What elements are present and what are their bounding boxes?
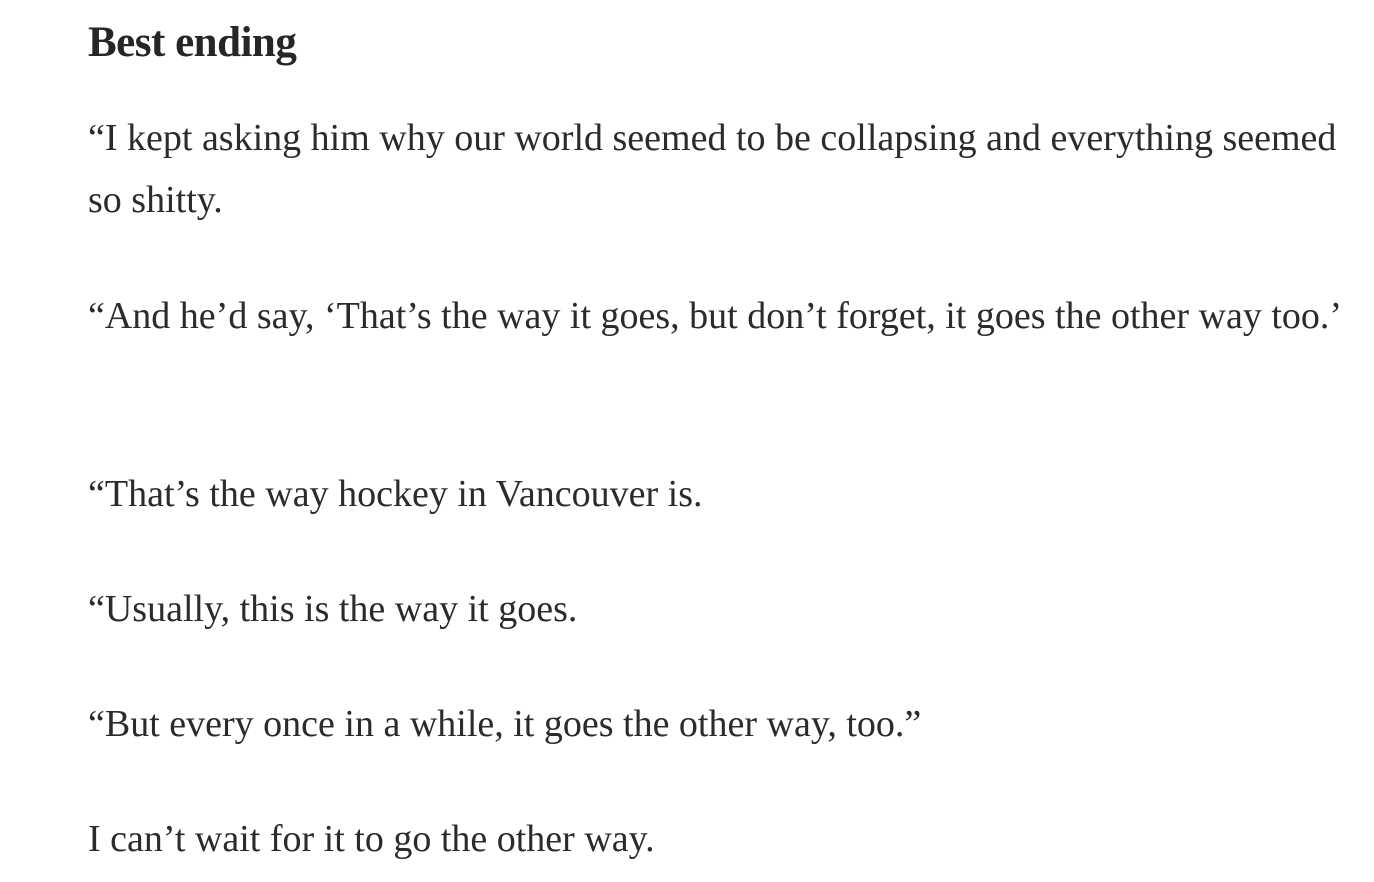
section-heading: Best ending [88,19,297,66]
paragraph-quote-hockey-vancouver: “That’s the way hockey in Vancouver is. [88,473,703,515]
paragraph-quote-collapsing: “I kept asking him why our world seemed to be collapsing and everything seemed so shitty. [88,117,1337,221]
paragraph-quote-usually: “Usually, this is the way it goes. [88,588,578,630]
paragraph-quote-other-way: “And he’d say, ‘That’s the way it goes, but don’t forget, it goes the other way too.’ [88,295,1343,337]
paragraph-closing-line: I can’t wait for it to go the other way. [88,818,655,860]
paragraph-quote-every-once-in-a-while: “But every once in a while, it goes the other way, too.” [88,703,922,745]
